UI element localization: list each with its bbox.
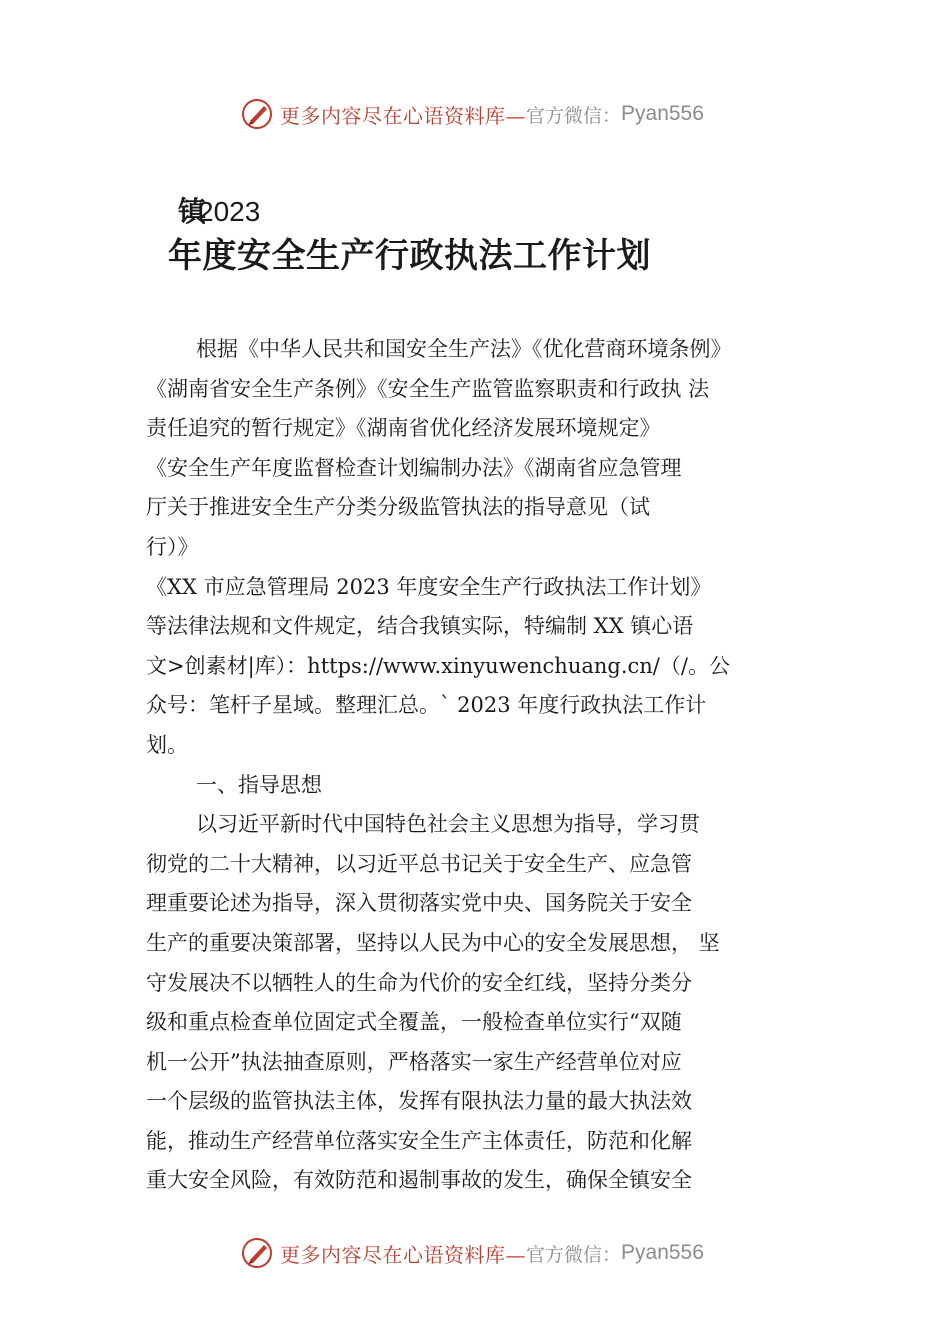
banner-wechat-label: 官方微信： xyxy=(526,1243,622,1266)
text-line: 机一公开”执法抽查原则，严格落实一家生产经营单位对应 xyxy=(146,1049,682,1074)
text-line: 以习近平新时代中国特色社会主义思想为指导，学习贯 xyxy=(196,812,700,837)
section-heading: 一、指导思想 xyxy=(196,772,322,797)
watermark-banner-bottom xyxy=(240,1235,704,1271)
text-line: 《湖南省安全生产条例》《安全生产监管监察职责和行政执 法 xyxy=(146,376,710,401)
text-line: 重大安全风险，有效防范和遏制事故的发生，确保全镇安全 xyxy=(146,1168,692,1193)
text-line: 厅关于推进安全生产分类分级监管执法的指导意见（试 xyxy=(146,495,650,520)
text-line: 守发展决不以牺牲人的生命为代价的安全红线，坚持分类分 xyxy=(146,970,692,995)
text-line: 理重要论述为指导，深入贯彻落实党中央、国务院关于安全 xyxy=(146,891,692,916)
text-line: 行）》 xyxy=(146,534,199,559)
text-line: 一个层级的监管执法主体，发挥有限执法力量的最大执法效 xyxy=(146,1089,692,1114)
text-line: 众号：笔杆子星域。整理汇总。` 2023 年度行政执法工作计 xyxy=(146,693,707,718)
text-line: 级和重点检查单位固定式全覆盖，一般检查单位实行“双随 xyxy=(146,1010,682,1035)
text-line: 文>创素材|库）：https://www.xinyuwenchuang.cn/（/。公 xyxy=(146,653,730,678)
text-line: 责任追究的暂行规定》《湖南省优化经济发展环境规定》 xyxy=(146,416,661,441)
title-year: 2023 xyxy=(198,196,261,227)
banner-wechat-label: 官方微信： xyxy=(526,104,622,127)
banner-wechat-id: Pyan556 xyxy=(621,102,704,125)
title-line-1 xyxy=(178,190,260,230)
text-line: 《安全生产年度监督检查计划编制办法》《湖南省应急管理 xyxy=(146,455,682,480)
text-line: 《XX 市应急管理局 2023 年度安全生产行政执法工作计划》 xyxy=(146,574,712,599)
pen-logo-icon xyxy=(240,97,274,131)
page-title: 年度安全生产行政执法工作计划 xyxy=(168,236,651,276)
text-line: 划。 xyxy=(146,732,188,757)
text-line: 根据《中华人民共和国安全生产法》《优化营商环境条例》 xyxy=(196,337,732,361)
document-body xyxy=(146,330,836,1201)
watermark-banner-top xyxy=(240,96,704,132)
banner-text: 更多内容尽在心语资料库— xyxy=(280,1242,526,1267)
banner-text: 更多内容尽在心语资料库— xyxy=(280,103,526,128)
text-line: 彻党的二十大精神，以习近平总书记关于安全生产、应急管 xyxy=(146,851,692,876)
title-town: 镇 xyxy=(178,195,207,228)
pen-logo-icon xyxy=(240,1236,274,1270)
text-line: 等法律法规和文件规定，结合我镇实际，特编制 XX 镇心语 xyxy=(146,614,694,639)
banner-wechat-id: Pyan556 xyxy=(621,1241,704,1264)
text-line: 生产的重要决策部署，坚持以人民为中心的安全发展思想， 坚 xyxy=(146,930,720,955)
text-line: 能，推动生产经营单位落实安全生产主体责任，防范和化解 xyxy=(146,1128,692,1153)
